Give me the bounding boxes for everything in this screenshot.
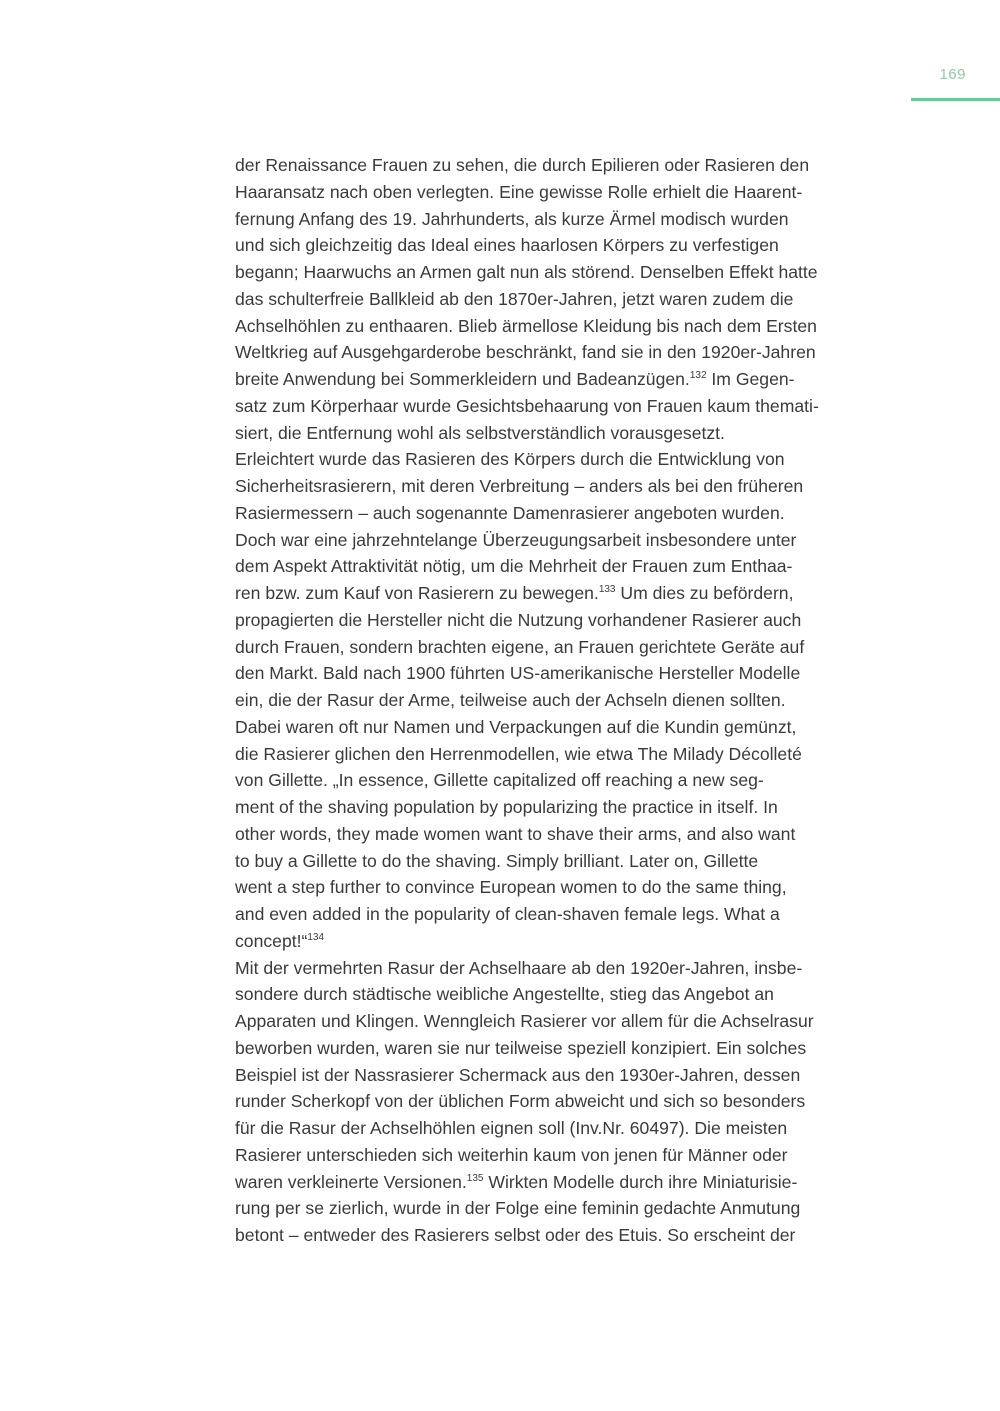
text-line xyxy=(235,179,900,206)
text-line xyxy=(235,232,900,259)
text-line xyxy=(235,553,900,580)
text-line xyxy=(235,500,900,527)
line-text: Apparaten und Klingen. Wenngleich Rasierer vor allem für die Achselrasur xyxy=(235,1011,814,1031)
line-text: Im Gegen- xyxy=(706,369,795,389)
line-text: breite Anwendung bei Sommerkleidern und Badeanzügen. xyxy=(235,369,690,389)
line-text: den Markt. Bald nach 1900 führten US-amerikanische Hersteller Modelle xyxy=(235,663,801,684)
line-text: beworben wurden, waren sie nur teilweise speziell konzipiert. Ein solches xyxy=(235,1037,807,1058)
footnote-ref: 133 xyxy=(598,584,616,595)
text-line xyxy=(235,580,900,607)
text-line xyxy=(235,1195,900,1222)
line-text: der Renaissance Frauen zu sehen, die durch Epilieren oder Rasieren den xyxy=(235,155,810,175)
line-text: siert, die Entfernung wohl als selbstverständlich vorausgesetzt. xyxy=(235,422,725,443)
text-line xyxy=(235,687,900,714)
line-text: Weltkrieg auf Ausgehgarderobe beschränkt, fand sie in den 1920er-Jahren xyxy=(235,342,816,363)
body-text xyxy=(235,152,900,1249)
line-text: Beispiel ist der Nassrasierer Schermack aus den 1930er-Jahren, dessen xyxy=(235,1064,801,1085)
text-line xyxy=(235,1062,900,1089)
text-line xyxy=(235,901,900,928)
line-text: runder Scherkopf von der üblichen Form abweicht und sich so besonders xyxy=(235,1091,806,1112)
line-text: to buy a Gillette to do the shaving. Simply brilliant. Later on, Gillette xyxy=(235,850,759,871)
text-line xyxy=(235,955,900,982)
text-line xyxy=(235,313,900,340)
text-line xyxy=(235,634,900,661)
text-line xyxy=(235,874,900,901)
text-line xyxy=(235,981,900,1008)
footnote-ref: 135 xyxy=(466,1172,484,1184)
line-text: und sich gleichzeitig das Ideal eines haarlosen Körpers zu verfestigen xyxy=(235,235,779,256)
page-number: 169 xyxy=(939,66,966,83)
line-text: concept!“ xyxy=(235,930,308,951)
text-line xyxy=(235,1035,900,1062)
text-line xyxy=(235,1142,900,1169)
text-line xyxy=(235,607,900,634)
line-text: Rasierer unterschieden sich weiterhin kaum von jenen für Männer oder xyxy=(235,1144,788,1165)
line-text: propagierten die Hersteller nicht die Nutzung vorhandener Rasierer auch xyxy=(235,609,802,630)
text-line xyxy=(235,1222,900,1249)
line-text: Um dies zu befördern, xyxy=(615,583,794,603)
line-text: and even added in the popularity of clean-shaven female legs. What a xyxy=(235,904,780,924)
line-text: betont – entweder des Rasierers selbst oder des Etuis. So erscheint der xyxy=(235,1225,796,1245)
line-text: das schulterfreie Ballkleid ab den 1870er-Jahren, jetzt waren zudem die xyxy=(235,288,794,309)
text-line xyxy=(235,259,900,286)
line-text: satz zum Körperhaar wurde Gesichtsbehaarung von Frauen kaum themati- xyxy=(235,395,819,416)
text-line xyxy=(235,848,900,875)
text-line xyxy=(235,928,900,955)
line-text: fernung Anfang des 19. Jahrhunderts, als kurze Ärmel modisch wurden xyxy=(235,208,789,229)
line-text: dem Aspekt Attraktivität nötig, um die Mehrheit der Frauen zum Enthaa- xyxy=(235,556,793,577)
text-line xyxy=(235,741,900,768)
line-text: Rasiermessern – auch sogenannte Damenrasierer angeboten wurden. xyxy=(235,502,785,523)
text-line xyxy=(235,794,900,821)
text-line xyxy=(235,152,900,179)
footnote-ref: 132 xyxy=(689,370,707,381)
footnote-ref: 134 xyxy=(307,931,325,943)
line-text: durch Frauen, sondern brachten eigene, an Frauen gerichtete Geräte auf xyxy=(235,636,805,657)
text-line xyxy=(235,660,900,687)
text-line xyxy=(235,446,900,473)
text-line xyxy=(235,821,900,848)
text-line xyxy=(235,206,900,233)
line-text: rung per se zierlich, wurde in der Folge eine feminin gedachte Anmutung xyxy=(235,1198,801,1219)
header-rule xyxy=(911,98,1000,101)
text-line xyxy=(235,366,900,393)
line-text: Wirkten Modelle durch ihre Miniaturisie- xyxy=(483,1171,798,1192)
line-text: Dabei waren oft nur Namen und Verpackungen auf die Kundin gemünzt, xyxy=(235,716,797,737)
line-text: other words, they made women want to shave their arms, and also want xyxy=(235,823,796,844)
text-line xyxy=(235,1115,900,1142)
line-text: Doch war eine jahrzehntelange Überzeugungsarbeit insbesondere unter xyxy=(235,529,797,550)
line-text: ment of the shaving population by popularizing the practice in itself. In xyxy=(235,797,778,817)
line-text: ein, die der Rasur der Arme, teilweise auch der Achseln dienen sollten. xyxy=(235,690,786,710)
text-line xyxy=(235,286,900,313)
line-text: ren bzw. zum Kauf von Rasierern zu bewegen. xyxy=(235,583,599,603)
line-text: für die Rasur der Achselhöhlen eignen soll (Inv.Nr. 60497). Die meisten xyxy=(235,1118,788,1138)
text-line xyxy=(235,1088,900,1115)
line-text: begann; Haarwuchs an Armen galt nun als störend. Denselben Effekt hatte xyxy=(235,262,818,282)
line-text: Achselhöhlen zu enthaaren. Blieb ärmellose Kleidung bis nach dem Ersten xyxy=(235,315,817,336)
text-line xyxy=(235,1008,900,1035)
line-text: Sicherheitsrasierern, mit deren Verbreitung – anders als bei den früheren xyxy=(235,476,804,496)
text-line xyxy=(235,420,900,447)
text-line xyxy=(235,767,900,794)
line-text: Haaransatz nach oben verlegten. Eine gewisse Rolle erhielt die Haarent- xyxy=(235,181,803,202)
line-text: die Rasierer glichen den Herrenmodellen, wie etwa The Milady Décolleté xyxy=(235,743,802,764)
text-line xyxy=(235,393,900,420)
line-text: sondere durch städtische weibliche Angestellte, stieg das Angebot an xyxy=(235,984,774,1005)
line-text: von Gillette. „In essence, Gillette capitalized off reaching a new seg- xyxy=(235,770,764,791)
line-text: Mit der vermehrten Rasur der Achselhaare ab den 1920er-Jahren, insbe- xyxy=(235,957,803,978)
line-text: went a step further to convince European women to do the same thing, xyxy=(235,877,787,898)
line-text: waren verkleinerte Versionen. xyxy=(235,1171,467,1192)
line-text: Erleichtert wurde das Rasieren des Körpers durch die Entwicklung von xyxy=(235,449,785,470)
text-line xyxy=(235,339,900,366)
text-line xyxy=(235,1169,900,1196)
text-line xyxy=(235,714,900,741)
text-line xyxy=(235,473,900,500)
text-line xyxy=(235,527,900,554)
